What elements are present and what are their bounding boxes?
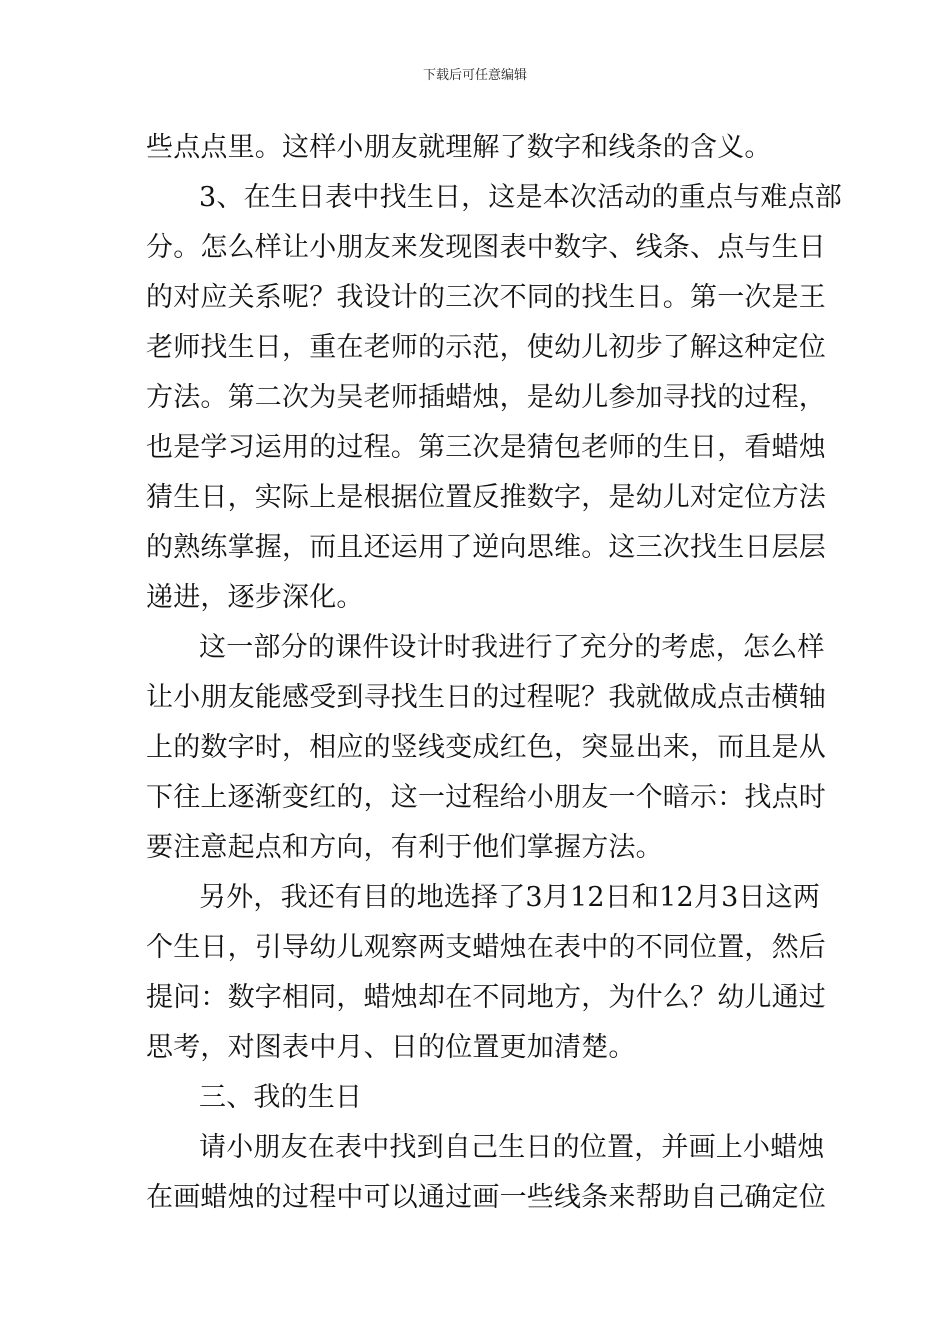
text-line: 请小朋友在表中找到自己生日的位置，并画上小蜡烛 xyxy=(199,1132,825,1163)
text-line: 让小朋友能感受到寻找生日的过程呢？我就做成点击横轴 xyxy=(146,682,826,713)
text-line: 老师找生日，重在老师的示范，使幼儿初步了解这种定位 xyxy=(146,332,826,363)
text-line: 思考，对图表中月、日的位置更加清楚。 xyxy=(146,1032,636,1063)
text-line: 上的数字时，相应的竖线变成红色，突显出来，而且是从 xyxy=(146,732,826,763)
text-line: 另外，我还有目的地选择了3月12日和12月3日这两 xyxy=(199,882,821,913)
text-line: 也是学习运用的过程。第三次是猜包老师的生日，看蜡烛 xyxy=(146,432,826,463)
text-line: 个生日，引导幼儿观察两支蜡烛在表中的不同位置，然后 xyxy=(146,932,826,963)
text-line: 方法。第二次为吴老师插蜡烛，是幼儿参加寻找的过程， xyxy=(146,382,826,413)
text-line: 猜生日，实际上是根据位置反推数字，是幼儿对定位方法 xyxy=(146,482,826,513)
text-line: 提问：数字相同，蜡烛却在不同地方，为什么？幼儿通过 xyxy=(146,982,826,1013)
text-line: 这一部分的课件设计时我进行了充分的考虑，怎么样 xyxy=(199,632,825,663)
text-line: 些点点里。这样小朋友就理解了数字和线条的含义。 xyxy=(146,132,772,163)
text-line: 的对应关系呢？我设计的三次不同的找生日。第一次是王 xyxy=(146,282,826,313)
text-line: 要注意起点和方向，有利于他们掌握方法。 xyxy=(146,832,663,863)
text-line: 3、在生日表中找生日，这是本次活动的重点与难点部 xyxy=(199,182,842,213)
section-heading: 三、我的生日 xyxy=(199,1082,363,1113)
text-line: 分。怎么样让小朋友来发现图表中数字、线条、点与生日 xyxy=(146,232,826,263)
page-header: 下载后可任意编辑 xyxy=(422,68,527,83)
text-line: 的熟练掌握，而且还运用了逆向思维。这三次找生日层层 xyxy=(146,532,826,563)
text-line: 下往上逐渐变红的，这一过程给小朋友一个暗示：找点时 xyxy=(146,782,826,813)
text-line: 递进，逐步深化。 xyxy=(146,582,364,613)
text-line: 在画蜡烛的过程中可以通过画一些线条来帮助自己确定位 xyxy=(146,1182,826,1213)
